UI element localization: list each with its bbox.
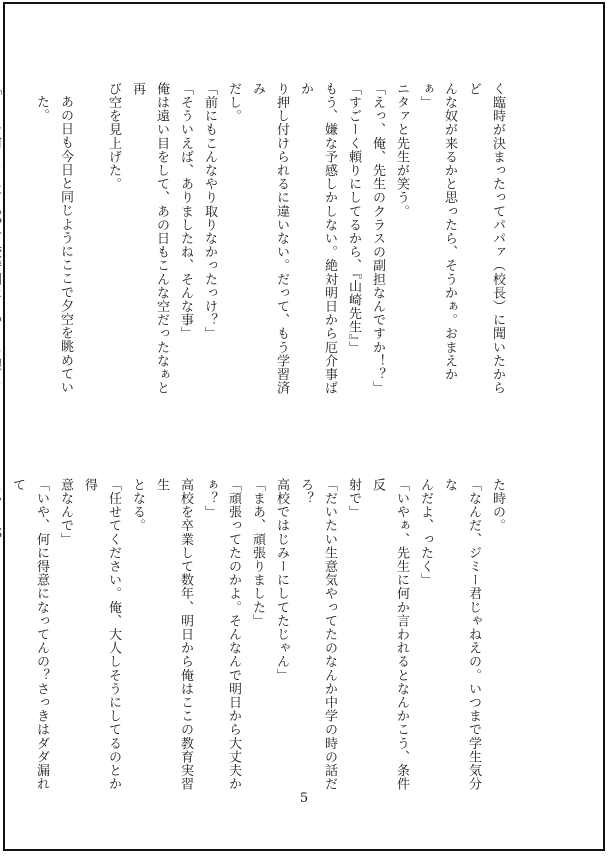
text-line: んだよ、ったく」 [418,478,433,587]
text-line: んな奴が来るかと思ったら、そうかぁ。おまえかぁ」 [418,82,457,382]
text-line: 「頑張ってたのかよ。そんなんで明日から大丈夫かぁ？」 [202,478,241,791]
text-line: り押し付けられるに違いない。だって、もう学習済み [250,82,289,395]
text-line: 「だいたい生意気やってたのなんか中学の時の話だろ？ [298,478,337,791]
text-line: 「えっ、俺、先生のクラスの副担なんですか！？」 [370,82,385,395]
text-line: だし。 [226,82,241,123]
upper-text-column [34,82,509,398]
text-line: た時の。 [490,478,505,533]
text-line [0,478,5,794]
text-line: 高校ではじみーにしてたじゃん」 [274,478,289,682]
lower-text-column [10,478,509,794]
text-line: 高校を卒業して数年、明日から俺はここの教育実習生 [154,478,193,791]
text-line: あの日も今日と同じようにここで夕空を眺めていた。 [34,95,73,395]
text-line: 「いやぁ、先生に何か言われるとなんかこう、条件反 [370,478,409,791]
text-line: ニタァと先生が笑う。 [394,82,409,218]
text-line: 「すごーく頼りにしてるから、『山崎先生』」 [346,82,361,355]
text-line: 「まあ、頑張りました」 [250,478,265,628]
text-line: 射で」 [346,478,361,519]
text-line: 「任せてください。俺、大人しそうにしてるのとか得 [82,478,121,791]
text-line: 「そういえば、ありましたね、そんな事」 [178,82,193,341]
text-line: もう、嫌な予感しかしない。絶対明日から厄介事ばか [298,82,337,395]
text-line: 「前にもこんなやり取りなかったっけ？」 [202,82,217,341]
text-line: 俺は遠い目をして、あの日もこんな空だったなぁと再 [130,82,169,395]
text-line: く臨時が決まったってパパァ（校長）に聞いたからど [466,82,505,395]
text-line: 意なんで」 [58,478,73,546]
page-number: 5 [299,791,309,806]
text-line: 「なんだ、ジミー君じゃねえの。いつまで学生気分な [442,478,481,791]
text-line [0,82,5,398]
manuscript-page [3,2,605,851]
text-line: となる。 [130,478,145,533]
text-line: 「いや、何に得意になってんの？さっきはダダ漏れて [10,478,49,791]
text-line: び空を見上げた。 [106,82,121,191]
